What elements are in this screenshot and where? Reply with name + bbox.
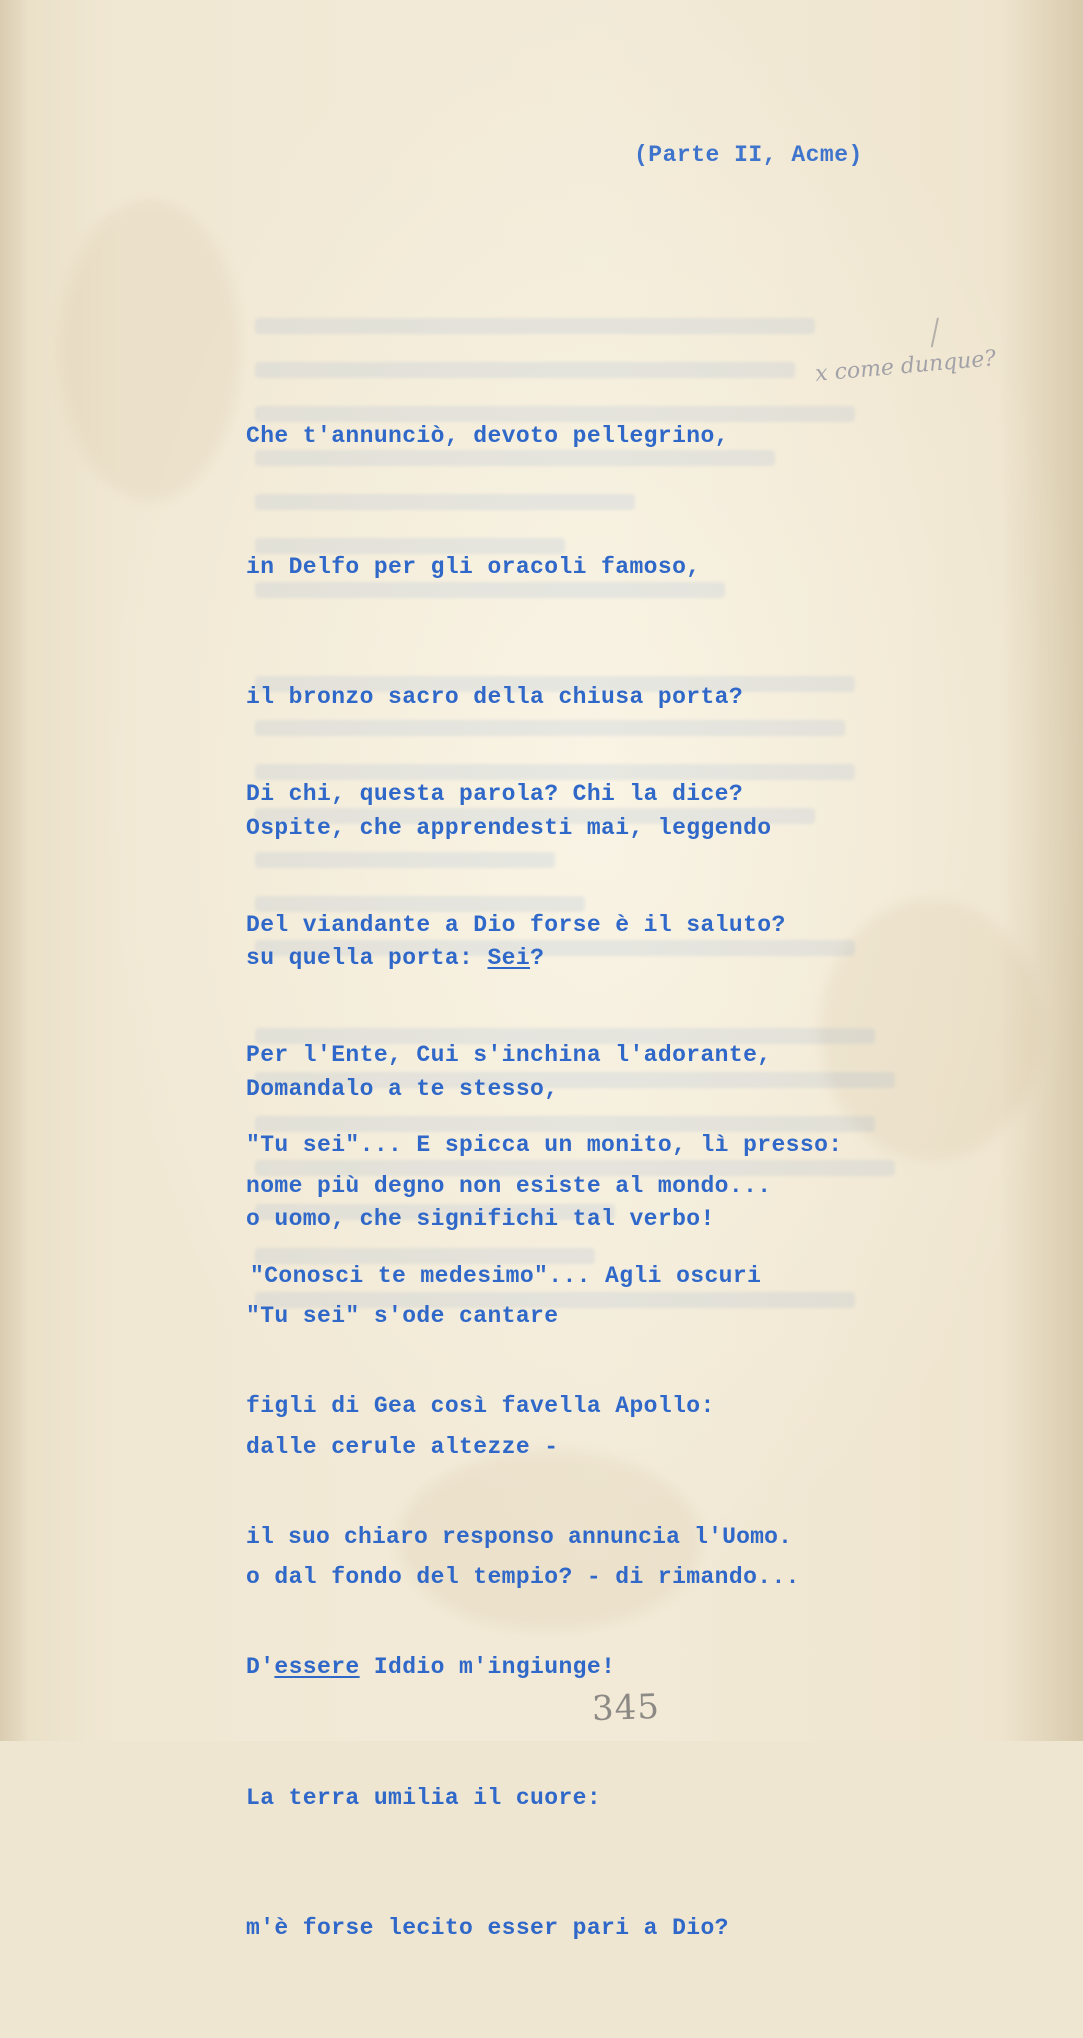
verse-line: "Tu sei" s'ode cantare [246, 1303, 559, 1329]
margin-note: x come dunque? [814, 346, 998, 387]
pencil-mark [917, 315, 939, 348]
paper-stain [60, 200, 240, 500]
verse-line: Di chi, questa parola? Chi la dice? [246, 781, 744, 807]
verse-line: "Tu sei"... E spicca un monito, lì presso: [246, 1132, 843, 1158]
verse-line: Del viandante a Dio forse è il saluto? [246, 911, 786, 938]
underlined-word: Sei [487, 945, 531, 971]
verse-line [246, 1646, 843, 1690]
verse-text: Iddio m'ingiunge! [359, 1654, 616, 1680]
verse-line: o uomo, che significhi tal verbo! [246, 1206, 715, 1232]
verse-text: ? [530, 945, 545, 971]
verse-line: dalle cerule altezze - [246, 1433, 559, 1460]
verse-text: D' [246, 1654, 275, 1680]
stanza-3 [246, 1037, 843, 2038]
verse-line: m'è forse lecito esser pari a Dio? [246, 1915, 729, 1941]
verse-text: su quella porta: [246, 945, 488, 971]
verse-line: "Conosci te medesimo"... Agli oscuri [250, 1262, 762, 1289]
verse-line: nome più degno non esiste al mondo... [246, 1172, 772, 1199]
verse-line: Per l'Ente, Cui s'inchina l'adorante, [246, 1042, 772, 1068]
page-number: 345 [591, 1686, 661, 1730]
section-heading: (Parte II, Acme) [634, 142, 863, 168]
verse-line: il bronzo sacro della chiusa porta? [246, 684, 744, 710]
verse-line: Ospite, che apprendesti mai, leggendo [246, 814, 772, 841]
bleed-through-text [255, 318, 835, 319]
verse-line: in Delfo per gli oracoli famoso, [246, 553, 701, 580]
underlined-word: essere [274, 1654, 360, 1680]
verse-line: o dal fondo del tempio? - di rimando... [246, 1564, 800, 1590]
verse-line: Domandalo a te stesso, [246, 1075, 559, 1102]
verse-line: La terra umilia il cuore: [246, 1784, 602, 1811]
verse-line: il suo chiaro responso annuncia l'Uomo. [246, 1523, 793, 1550]
verse-line: figli di Gea così favella Apollo: [246, 1393, 715, 1419]
verse-line: Che t'annunciò, devoto pellegrino, [246, 423, 729, 449]
